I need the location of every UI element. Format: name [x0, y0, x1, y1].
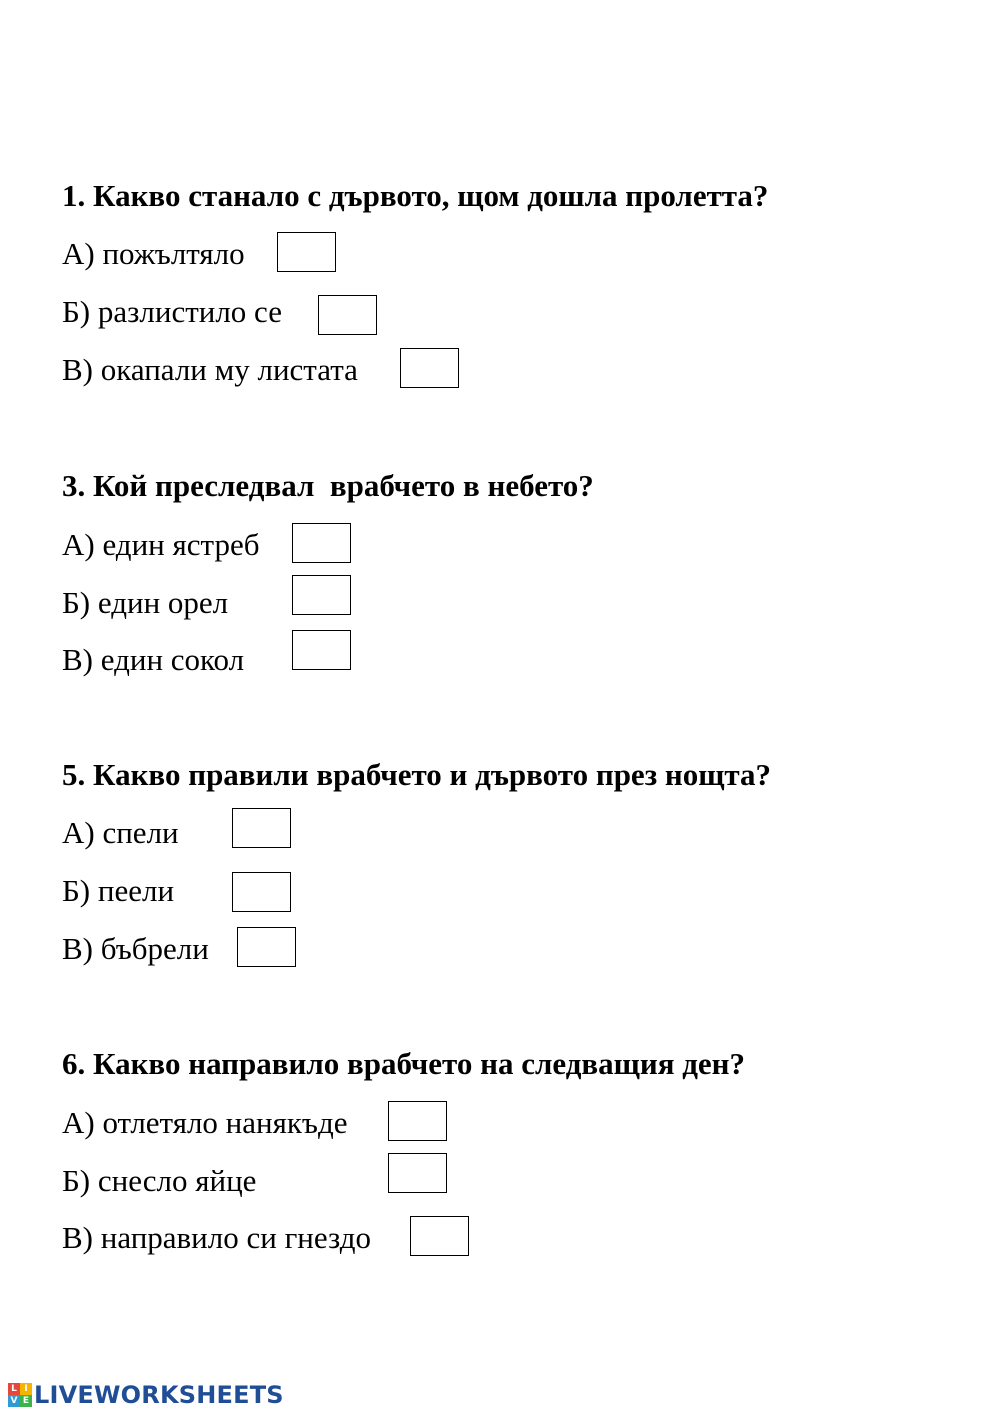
question-6-text: 6. Какво направило врабчето на следващия ден? — [62, 1046, 746, 1081]
question-1-answer-box-b[interactable] — [318, 295, 377, 335]
question-1-option-a: А) пожълтяло — [62, 236, 245, 271]
question-5-option-a: А) спели — [62, 815, 179, 850]
question-3-answer-box-a[interactable] — [292, 523, 351, 563]
question-1-text: 1. Какво станало с дървото, щом дошла пролетта? — [62, 178, 769, 213]
question-5-text: 5. Какво правили врабчето и дървото през нощта? — [62, 757, 772, 792]
question-5-answer-box-a[interactable] — [232, 808, 291, 848]
question-6-option-a: А) отлетяло нанякъде — [62, 1105, 348, 1140]
question-6-answer-box-a[interactable] — [388, 1101, 447, 1141]
question-3-answer-box-b[interactable] — [292, 575, 351, 615]
question-3-text: 3. Кой преследвал врабчето в небето? — [62, 468, 594, 503]
question-6-option-c: В) направило си гнездо — [62, 1220, 371, 1255]
question-5-option-b: Б) пеели — [62, 873, 175, 908]
question-6-answer-box-b[interactable] — [388, 1153, 447, 1193]
question-5-answer-box-b[interactable] — [232, 872, 291, 912]
question-1-option-b: Б) разлистило се — [62, 294, 282, 329]
question-1-option-c: В) окапали му листата — [62, 352, 358, 387]
question-1-answer-box-c[interactable] — [400, 348, 459, 388]
question-6-option-b: Б) снесло яйце — [62, 1163, 257, 1198]
question-6-answer-box-c[interactable] — [410, 1216, 469, 1256]
question-1-answer-box-a[interactable] — [277, 232, 336, 272]
question-3-answer-box-c[interactable] — [292, 630, 351, 670]
logo-letter: E — [20, 1395, 32, 1407]
question-5-answer-box-c[interactable] — [237, 927, 296, 967]
question-5-option-c: В) бъбрели — [62, 931, 209, 966]
question-3-option-b: Б) един орел — [62, 585, 229, 620]
liveworksheets-logo — [8, 1380, 284, 1410]
liveworksheets-logo-icon — [8, 1383, 32, 1407]
brand-name: LIVEWORKSHEETS — [34, 1381, 284, 1409]
question-3-option-c: В) един сокол — [62, 642, 245, 677]
logo-letter: I — [20, 1383, 32, 1395]
logo-letter: V — [8, 1395, 20, 1407]
question-3-option-a: А) един ястреб — [62, 527, 260, 562]
logo-letter: L — [8, 1383, 20, 1395]
